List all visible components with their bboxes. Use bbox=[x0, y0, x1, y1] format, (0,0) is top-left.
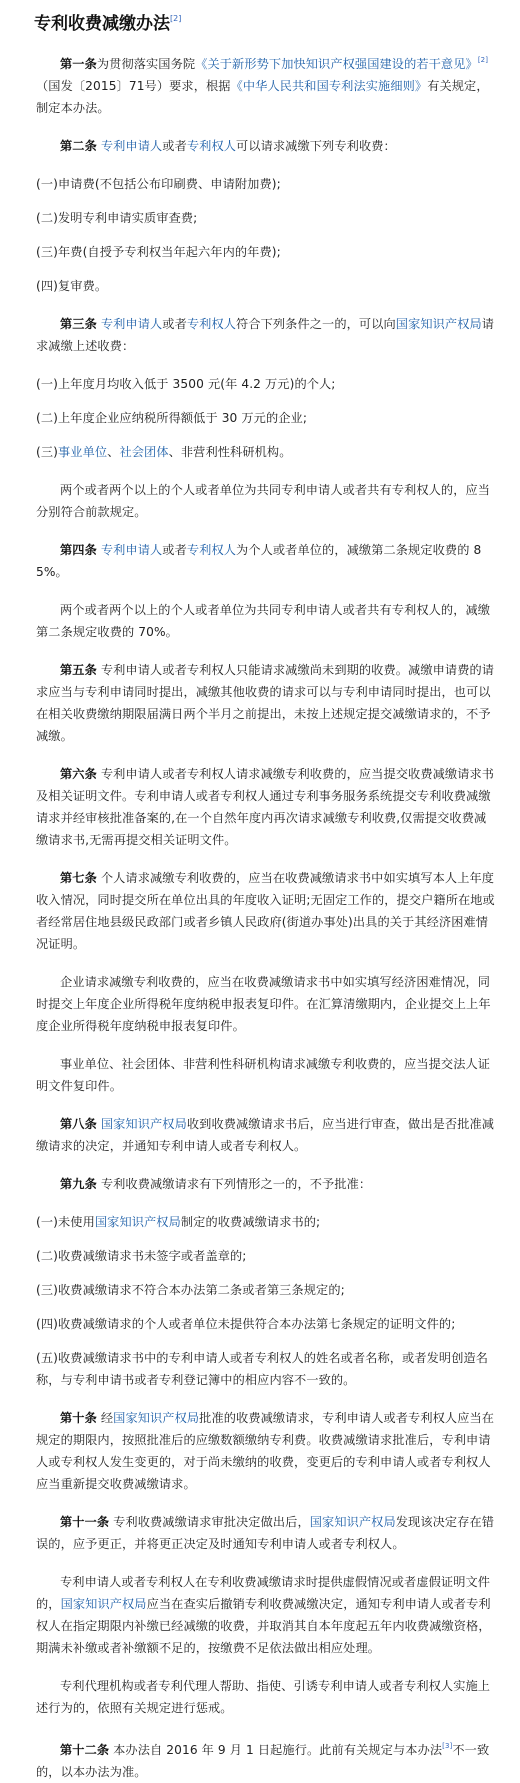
article-11-label: 第十一条 bbox=[60, 1515, 110, 1529]
article-8 bbox=[36, 1113, 496, 1157]
title-ref-link[interactable]: [2] bbox=[170, 14, 182, 23]
article-12-ref[interactable]: [3] bbox=[442, 1742, 453, 1750]
article-4-label: 第四条 bbox=[60, 543, 97, 557]
article-9-item: (三)收费减缴请求不符合本办法第二条或者第三条规定的; bbox=[36, 1283, 345, 1297]
article-12-text2: 不一致的，以本办法为准。 bbox=[36, 1743, 490, 1779]
article-9-item bbox=[36, 1211, 496, 1233]
article-2-item: (四)复审费。 bbox=[36, 279, 108, 293]
article-9 bbox=[36, 1173, 496, 1195]
article-6-text: 专利申请人或者专利权人请求减缴专利收费的，应当提交收费减缴请求书及相关证明文件。专利申请人或者专利权人通过专利事务服务系统提交专利收费减缴请求并经审核批准备案的,在一个自然年度内再次请求减缴专利收费,仅需提交收费减缴请求书,无需再提交相关证明文件。 bbox=[36, 767, 495, 847]
article-7-para: 企业请求减缴专利收费的，应当在收费减缴请求书中如实填写经济困难情况，同时提交上年度企业所得税年度纳税申报表复印件。在汇算清缴期内，企业提交上上年度企业所得税年度纳税申报表复印件。 bbox=[36, 975, 491, 1033]
article-2-text: 或者 bbox=[162, 139, 187, 153]
link-sipo[interactable]: 国家知识产权局 bbox=[395, 317, 482, 331]
article-11-para-text: 专利申请人或者专利权人在专利收费减缴请求时提供虚假情况或者虚假证明文件的， bbox=[36, 1575, 491, 1611]
item-prefix: (一)未使用 bbox=[36, 1215, 95, 1229]
article-7-text: 个人请求减缴专利收费的，应当在收费减缴请求书中如实填写本人上年度收入情况，同时提交所在单位出具的年度收入证明;无固定工作的，提交户籍所在地或者经常居住地县级民政部门或者乡镇人民政府(街道办事处)出具的关于其经济困难情况证明。 bbox=[36, 871, 495, 951]
article-3-item: (二)上年度企业应纳税所得额低于 30 万元的企业; bbox=[36, 411, 308, 425]
article-2-item: (三)年费(自授予专利权当年起六年内的年费); bbox=[36, 245, 281, 259]
article-3-text: 或者 bbox=[162, 317, 187, 331]
page-title-text: 专利收费减缴办法 bbox=[34, 14, 170, 34]
article-8-label: 第八条 bbox=[60, 1117, 97, 1131]
link-patent-applicant[interactable]: 专利申请人 bbox=[100, 317, 163, 331]
article-7 bbox=[36, 867, 496, 955]
article-4 bbox=[36, 539, 496, 583]
article-11-text2: 发现该决定存在错误的，应予更正，并将更正决定及时通知专利申请人或者专利权人。 bbox=[36, 1515, 495, 1551]
article-6-label: 第六条 bbox=[60, 767, 97, 781]
article-2-item: (一)申请费(不包括公布印刷费、申请附加费); bbox=[36, 177, 281, 191]
article-9-label: 第九条 bbox=[60, 1177, 97, 1191]
article-3-para: 两个或者两个以上的个人或者单位为共同专利申请人或者共有专利权人的，应当分别符合前款规定。 bbox=[36, 483, 491, 519]
article-1-text: 为贯彻落实国务院 bbox=[96, 57, 196, 71]
article-7-label: 第七条 bbox=[60, 871, 97, 885]
article-3-text2: 符合下列条件之一的，可以向 bbox=[236, 317, 396, 331]
link-sipo[interactable]: 国家知识产权局 bbox=[309, 1515, 396, 1529]
item-suffix: 、非营利性科研机构。 bbox=[168, 445, 292, 459]
article-5-text: 专利申请人或者专利权人只能请求减缴尚未到期的收费。减缴申请费的请求应当与专利申请同时提出，减缴其他收费的请求可以与专利申请同时提出，也可以在相关收费缴纳期限届满日两个半月之前提出，未按上述规定提交减缴请求的，不予减缴。 bbox=[36, 663, 495, 743]
link-guidance-opinions[interactable]: 《关于新形势下加快知识产权强国建设的若干意见》 bbox=[195, 57, 478, 71]
article-10 bbox=[36, 1407, 496, 1495]
article-12-text: 本办法自 2016 年 9 月 1 日起施行。此前有关规定与本办法 bbox=[113, 1743, 443, 1757]
article-4-text: 或者 bbox=[162, 543, 187, 557]
item-sep: 、 bbox=[107, 445, 120, 459]
article-9-item: (四)收费减缴请求的个人或者单位未提供符合本办法第七条规定的证明文件的; bbox=[36, 1317, 456, 1331]
article-1-text3: 有关规定，制定本办法。 bbox=[36, 79, 489, 115]
link-patent-applicant[interactable]: 专利申请人 bbox=[100, 139, 163, 153]
article-11 bbox=[36, 1511, 496, 1555]
article-4-para: 两个或者两个以上的个人或者单位为共同专利申请人或者共有专利权人的，减缴第二条规定收费的 70%。 bbox=[36, 603, 491, 639]
article-7-para: 事业单位、社会团体、非营利性科研机构请求减缴专利收费的，应当提交法人证明文件复印件。 bbox=[36, 1057, 491, 1093]
article-1-ref[interactable]: [2] bbox=[477, 56, 489, 64]
link-patent-law-rules[interactable]: 《中华人民共和国专利法实施细则》 bbox=[230, 79, 428, 93]
article-2-text2: 可以请求减缴下列专利收费： bbox=[236, 139, 396, 153]
article-4-text2: 为个人或者单位的，减缴第二条规定收费的 85%。 bbox=[36, 543, 482, 579]
article-9-text: 专利收费减缴请求有下列情形之一的，不予批准： bbox=[100, 1177, 372, 1191]
article-6 bbox=[36, 763, 496, 851]
article-10-label: 第十条 bbox=[60, 1411, 97, 1425]
article-10-text: 经 bbox=[100, 1411, 114, 1425]
article-11-text: 专利收费减缴请求审批决定做出后， bbox=[113, 1515, 310, 1529]
item-suffix: 制定的收费减缴请求书的; bbox=[180, 1215, 321, 1229]
article-2-item: (二)发明专利申请实质审查费; bbox=[36, 211, 198, 225]
article-5-label: 第五条 bbox=[60, 663, 97, 677]
article-11-para bbox=[36, 1571, 496, 1659]
article-2 bbox=[36, 135, 496, 157]
article-3-item: (一)上年度月均收入低于 3500 元(年 4.2 万元)的个人; bbox=[36, 377, 336, 391]
article-3-label: 第三条 bbox=[60, 317, 97, 331]
link-public-institution[interactable]: 事业单位 bbox=[58, 445, 108, 459]
link-patentee[interactable]: 专利权人 bbox=[186, 317, 237, 331]
item-prefix: (三) bbox=[36, 445, 58, 459]
link-sipo[interactable]: 国家知识产权局 bbox=[113, 1411, 200, 1425]
article-10-text2: 批准的收费减缴请求，专利申请人或者专利权人应当在规定的期限内，按照批准后的应缴数额缴纳专利费。收费减缴请求批准后，专利申请人或专利权人发生变更的，对于尚未缴纳的收费，变更后的专利申请人或者专利权人应当重新提交收费减缴请求。 bbox=[36, 1411, 495, 1491]
link-sipo[interactable]: 国家知识产权局 bbox=[100, 1117, 187, 1131]
article-11-para-text2: 应当在查实后撤销专利收费减缴决定，通知专利申请人或者专利权人在指定期限内补缴已经减缴的收费，并取消其自本年度起五年内收费减缴资格，期满未补缴或者补缴额不足的，按缴费不足依法做出相应处理。 bbox=[36, 1597, 491, 1655]
page-title bbox=[34, 8, 496, 35]
article-12 bbox=[36, 1735, 496, 1783]
article-1 bbox=[36, 49, 496, 119]
link-sipo[interactable]: 国家知识产权局 bbox=[60, 1597, 147, 1611]
article-11-para: 专利代理机构或者专利代理人帮助、指使、引诱专利申请人或者专利权人实施上述行为的，依照有关规定进行惩戒。 bbox=[36, 1679, 491, 1715]
article-1-label: 第一条 bbox=[60, 57, 97, 71]
link-sipo[interactable]: 国家知识产权局 bbox=[94, 1215, 181, 1229]
article-1-text2: （国发〔2015〕71号）要求，根据 bbox=[36, 79, 231, 93]
link-social-organization[interactable]: 社会团体 bbox=[119, 445, 169, 459]
link-patentee[interactable]: 专利权人 bbox=[186, 139, 237, 153]
article-12-label: 第十二条 bbox=[60, 1743, 110, 1757]
article-9-item: (二)收费减缴请求书未签字或者盖章的; bbox=[36, 1249, 247, 1263]
article-8-text: 收到收费减缴请求书后，应当进行审查，做出是否批准减缴请求的决定，并通知专利申请人或者专利权人。 bbox=[36, 1117, 495, 1153]
article-5 bbox=[36, 659, 496, 747]
article-2-label: 第二条 bbox=[60, 139, 97, 153]
article-3-text3: 请求减缴上述收费： bbox=[36, 317, 495, 353]
article-9-item: (五)收费减缴请求书中的专利申请人或者专利权人的姓名或者名称，或者发明创造名称，与专利申请书或者专利登记簿中的相应内容不一致的。 bbox=[36, 1351, 489, 1387]
link-patent-applicant[interactable]: 专利申请人 bbox=[100, 543, 163, 557]
link-patentee[interactable]: 专利权人 bbox=[186, 543, 237, 557]
article-3-item bbox=[36, 441, 496, 463]
article-3 bbox=[36, 313, 496, 357]
